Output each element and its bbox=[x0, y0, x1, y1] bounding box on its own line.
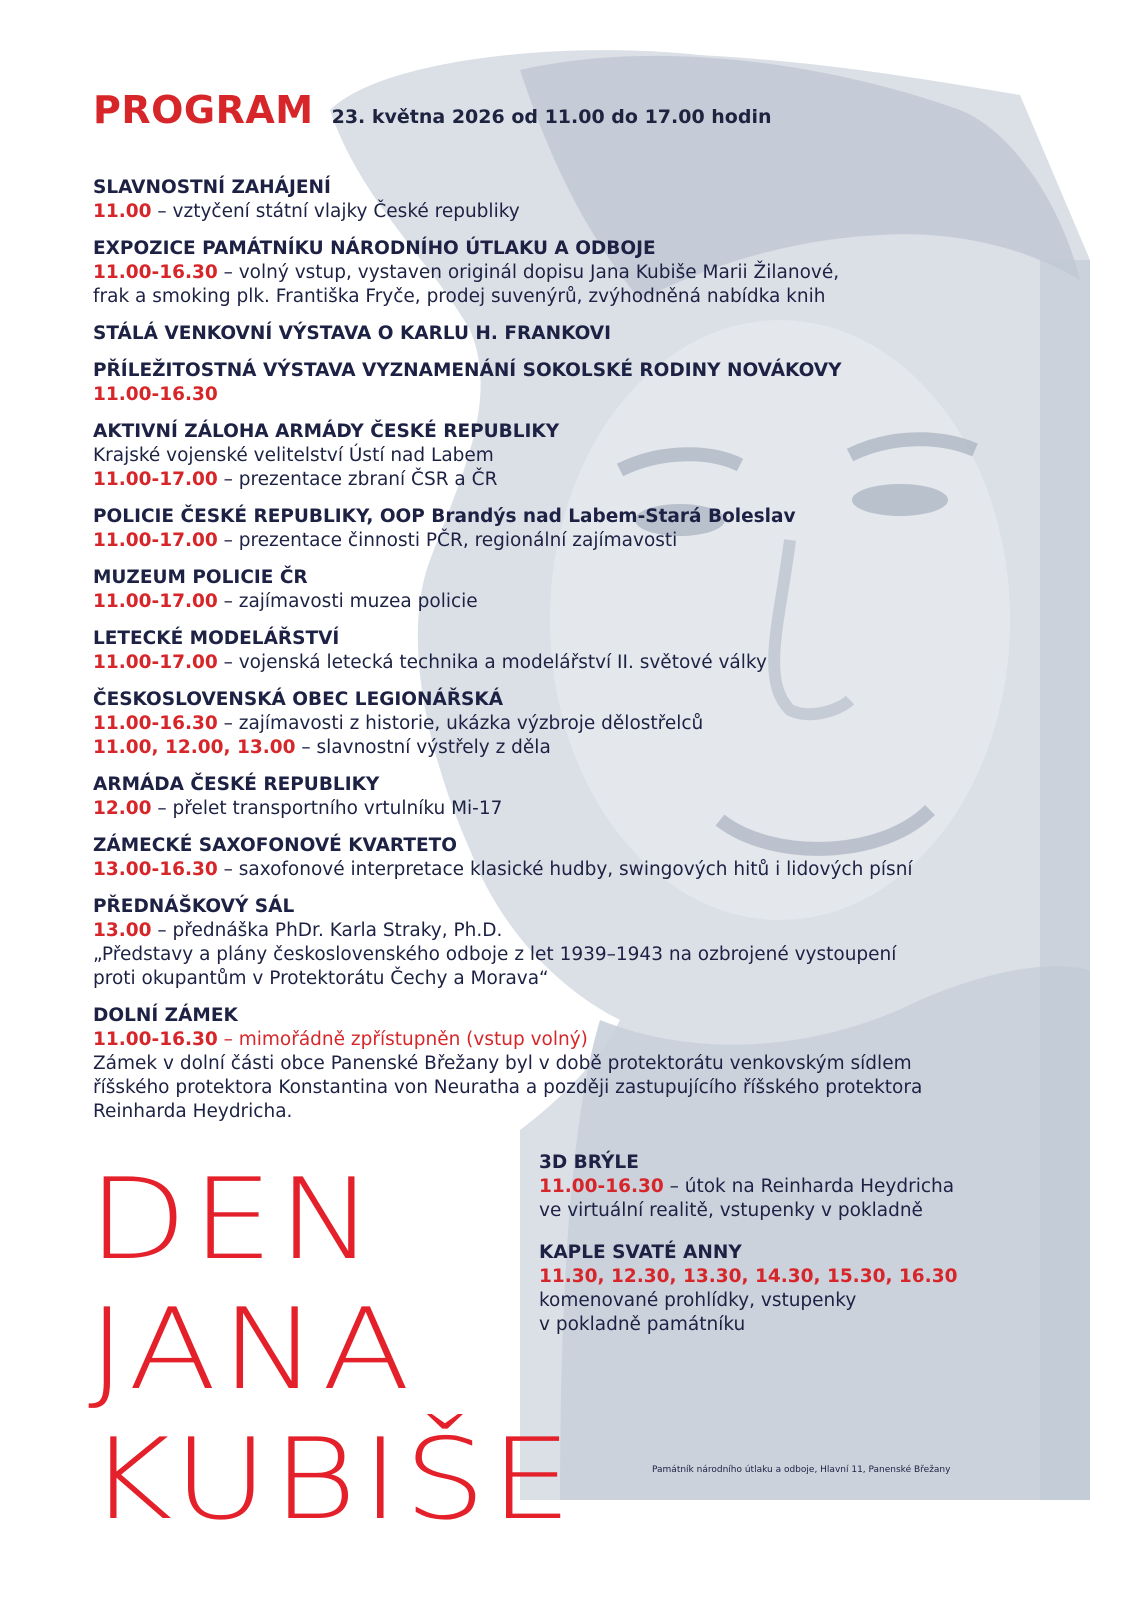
section-title: ZÁMECKÉ SAXOFONOVÉ KVARTETO bbox=[93, 835, 457, 856]
line-text: – přednáška PhDr. Karla Straky, Ph.D. bbox=[151, 920, 503, 941]
time-label: 11.00-16.30 bbox=[93, 713, 218, 734]
section-title: 3D BRÝLE bbox=[539, 1152, 639, 1173]
time-label: 12.00 bbox=[93, 798, 152, 819]
line-text: – prezentace činnosti PČR, regionální zajímavosti bbox=[217, 530, 678, 551]
program-section bbox=[93, 773, 1053, 821]
section-title: MUZEUM POLICIE ČR bbox=[93, 567, 308, 588]
line-text: – mimořádně zpřístupněn (vstup volný) bbox=[217, 1029, 588, 1050]
program-section bbox=[93, 176, 1053, 224]
program-section bbox=[93, 237, 1053, 309]
line-text: Reinharda Heydricha. bbox=[93, 1101, 293, 1122]
section-line bbox=[93, 943, 1053, 967]
section-line bbox=[93, 468, 1053, 492]
time-label: 11.00-16.30 bbox=[93, 1029, 218, 1050]
section-line bbox=[93, 444, 1053, 468]
time-label: 11.00-16.30 bbox=[539, 1176, 664, 1197]
time-label: 11.00, 12.00, 13.00 bbox=[93, 737, 296, 758]
time-label: 11.00-17.00 bbox=[93, 530, 218, 551]
section-title: EXPOZICE PAMÁTNÍKU NÁRODNÍHO ÚTLAKU A ODBOJE bbox=[93, 238, 656, 259]
section-line bbox=[539, 1289, 1039, 1313]
program-section bbox=[93, 359, 1053, 407]
time-label: 11.30, 12.30, 13.30, 14.30, 15.30, 16.30 bbox=[539, 1266, 958, 1287]
right-column bbox=[539, 1151, 1039, 1355]
section-title: DOLNÍ ZÁMEK bbox=[93, 1005, 238, 1026]
section-line bbox=[539, 1199, 1039, 1223]
section-title: AKTIVNÍ ZÁLOHA ARMÁDY ČESKÉ REPUBLIKY bbox=[93, 421, 560, 442]
line-text: v pokladně památníku bbox=[539, 1314, 746, 1335]
program-section bbox=[93, 566, 1053, 614]
line-text: Zámek v dolní části obce Panenské Břežany byl v době protektorátu venkovským sídlem bbox=[93, 1053, 912, 1074]
time-label: 11.00-17.00 bbox=[93, 652, 218, 673]
section-line bbox=[93, 797, 1053, 821]
event-title-word: JANA bbox=[88, 1285, 415, 1415]
section-line bbox=[93, 712, 1053, 736]
time-label: 11.00-16.30 bbox=[93, 384, 218, 405]
line-text: frak a smoking plk. Františka Fryče, prodej suvenýrů, zvýhodněná nabídka knih bbox=[93, 286, 826, 307]
program-section bbox=[93, 627, 1053, 675]
line-text: ve virtuální realitě, vstupenky v pokladně bbox=[539, 1200, 923, 1221]
section-line bbox=[93, 383, 1053, 407]
section-line bbox=[539, 1265, 1039, 1289]
program-section bbox=[93, 420, 1053, 492]
section-line bbox=[93, 858, 1053, 882]
section-line bbox=[93, 285, 1053, 309]
program-title: PROGRAM bbox=[93, 88, 314, 132]
line-text: – zajímavosti muzea policie bbox=[217, 591, 478, 612]
program-list bbox=[93, 176, 1053, 1137]
section-line bbox=[93, 529, 1053, 553]
section-line bbox=[93, 1076, 1053, 1100]
section-line bbox=[93, 1052, 1053, 1076]
footer-address: Památník národního útlaku a odboje, Hlavní 11, Panenské Břežany bbox=[652, 1465, 951, 1475]
section-line bbox=[93, 200, 1053, 224]
program-section bbox=[93, 834, 1053, 882]
program-section bbox=[93, 895, 1053, 991]
event-title-word: KUBIŠE bbox=[88, 1415, 577, 1545]
line-text: Krajské vojenské velitelství Ústí nad Labem bbox=[93, 445, 494, 466]
line-text: – prezentace zbraní ČSR a ČR bbox=[217, 469, 498, 490]
section-line bbox=[539, 1313, 1039, 1337]
section-line bbox=[93, 967, 1053, 991]
line-text: – zajímavosti z historie, ukázka výzbroje dělostřelců bbox=[217, 713, 704, 734]
section-line bbox=[93, 1028, 1053, 1052]
program-section bbox=[93, 322, 1053, 346]
line-text: – vojenská letecká technika a modelářství II. světové války bbox=[217, 652, 767, 673]
section-title: SLAVNOSTNÍ ZAHÁJENÍ bbox=[93, 177, 331, 198]
line-text: komenované prohlídky, vstupenky bbox=[539, 1290, 857, 1311]
time-label: 13.00 bbox=[93, 920, 152, 941]
program-section bbox=[93, 505, 1053, 553]
section-line bbox=[93, 736, 1053, 760]
line-text: – saxofonové interpretace klasické hudby, swingových hitů i lidových písní bbox=[217, 859, 913, 880]
time-label: 11.00-16.30 bbox=[93, 262, 218, 283]
section-title: PŘEDNÁŠKOVÝ SÁL bbox=[93, 896, 295, 917]
line-text: – útok na Reinharda Heydricha bbox=[663, 1176, 955, 1197]
section-line bbox=[93, 919, 1053, 943]
event-title-word: DEN bbox=[88, 1155, 379, 1285]
time-label: 11.00-17.00 bbox=[93, 469, 218, 490]
section-title: PŘÍLEŽITOSTNÁ VÝSTAVA VYZNAMENÁNÍ SOKOLSKÉ RODINY NOVÁKOVY bbox=[93, 360, 842, 381]
line-text: – volný vstup, vystaven originál dopisu Jana Kubiše Marii Žilanové, bbox=[217, 262, 840, 283]
section-title: LETECKÉ MODELÁŘSTVÍ bbox=[93, 628, 340, 649]
program-section bbox=[539, 1151, 1039, 1223]
line-text: říšského protektora Konstantina von Neuratha a později zastupujícího říšského protektora bbox=[93, 1077, 923, 1098]
time-label: 11.00 bbox=[93, 201, 152, 222]
line-text: – vztyčení státní vlajky České republiky bbox=[151, 201, 520, 222]
section-line bbox=[93, 261, 1053, 285]
line-text: „Představy a plány československého odboje z let 1939–1943 na ozbrojené vystoupení bbox=[93, 944, 897, 965]
section-line bbox=[539, 1175, 1039, 1199]
line-text: – slavnostní výstřely z děla bbox=[295, 737, 551, 758]
header bbox=[93, 88, 772, 132]
section-line bbox=[93, 1100, 1053, 1124]
section-title: KAPLE SVATÉ ANNY bbox=[539, 1242, 742, 1263]
program-section bbox=[93, 1004, 1053, 1124]
event-date: 23. května 2026 od 11.00 do 17.00 hodin bbox=[331, 106, 772, 128]
time-label: 13.00-16.30 bbox=[93, 859, 218, 880]
program-section bbox=[539, 1241, 1039, 1337]
section-title: STÁLÁ VENKOVNÍ VÝSTAVA O KARLU H. FRANKOVI bbox=[93, 323, 611, 344]
event-title bbox=[88, 1155, 577, 1545]
section-line bbox=[93, 590, 1053, 614]
section-title: POLICIE ČESKÉ REPUBLIKY, OOP Brandýs nad Labem-Stará Boleslav bbox=[93, 506, 796, 527]
time-label: 11.00-17.00 bbox=[93, 591, 218, 612]
program-section bbox=[93, 688, 1053, 760]
section-title: ČESKOSLOVENSKÁ OBEC LEGIONÁŘSKÁ bbox=[93, 689, 504, 710]
section-title: ARMÁDA ČESKÉ REPUBLIKY bbox=[93, 774, 380, 795]
line-text: proti okupantům v Protektorátu Čechy a Morava“ bbox=[93, 968, 549, 989]
line-text: – přelet transportního vrtulníku Mi-17 bbox=[151, 798, 503, 819]
section-line bbox=[93, 651, 1053, 675]
